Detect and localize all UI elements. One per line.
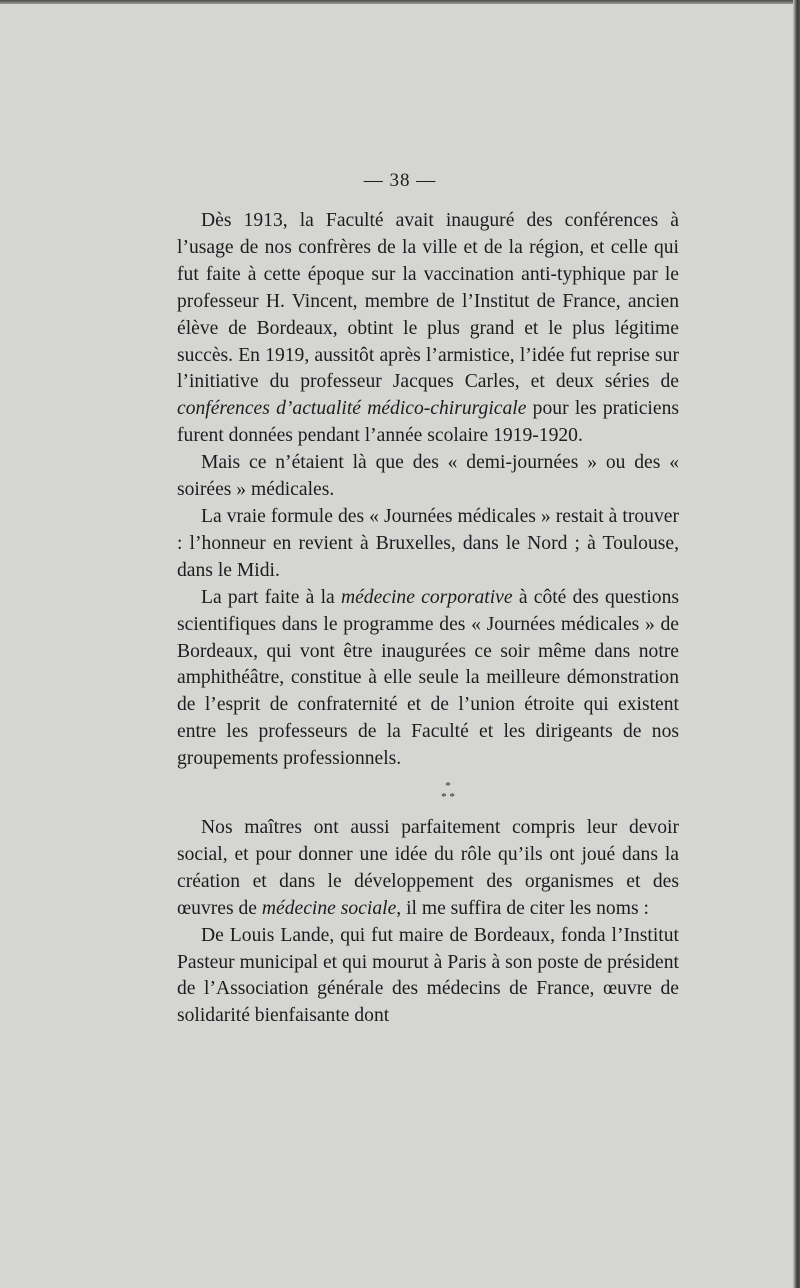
text-segment-italic: médecine sociale (261, 897, 397, 919)
text-segment-italic: conférences d’actualité médico-chirurgicale (177, 398, 527, 420)
text-segment-italic: médecine corporative (340, 586, 513, 608)
text-segment: La vraie formule des « Journées médicales » restait à trouver : l’honneur en revient à Bruxelles, dans le Nord ; à Toulouse, dans le Midi. (177, 505, 679, 581)
asterism-top: * (445, 780, 451, 793)
text-segment: Mais ce n’étaient là que des « demi-journées » ou des « soirées » médicales. (177, 452, 679, 501)
asterism-separator (217, 781, 679, 803)
text-segment: pour les praticiens furent données pendant l’année scolaire 1919-1920. (177, 398, 679, 447)
paragraph-3 (177, 504, 679, 585)
text-segment: Nos maîtres ont aussi parfaitement compris leur devoir social, et pour donner une idée du rôle qu’ils ont joué dans la création et dans le développement des organismes et des œuvres de (177, 817, 679, 919)
paragraph-1 (177, 208, 679, 450)
text-segment: De Louis Lande, qui fut maire de Bordeaux, fonda l’Institut Pasteur municipal et qui mourut à Paris à son poste de président de l’Association générale des médecins de France, œuvre de solidarité bienfaisante dont (177, 924, 679, 1027)
text-segment: , il me suffira de citer les noms : (396, 897, 649, 919)
text-segment: La part faite à la (201, 586, 341, 608)
paragraph-6 (177, 923, 679, 1031)
asterism-bottom: * * (441, 791, 455, 804)
paragraph-5 (177, 815, 679, 923)
body-text (177, 208, 679, 1030)
paragraph-4 (177, 585, 679, 773)
text-segment: à côté des questions scientifiques dans le programme des « Journées médicales » de Bordeaux, qui vont être inaugurées ce soir même dans notre amphithéâtre, constitue à elle seule la meilleure démonstration de l’esprit de confraternité et de l’union étroite qui existent entre les professeurs de la Faculté et les dirigeants de nos groupements professionnels. (177, 586, 679, 770)
page-number: — 38 — (363, 170, 437, 191)
paragraph-2 (177, 450, 679, 504)
text-segment: Dès 1913, la Faculté avait inauguré des conférences à l’usage de nos confrères de la ville et de la région, et celle qui fut faite à cette époque sur la vaccination anti-typhique par le professeur H. Vincent, membre de l’Institut de France, ancien élève de Bordeaux, obtint le plus grand et le plus légitime succès. En 1919, aussitôt après l’armistice, l’idée fut reprise sur l’initiative du professeur Jacques Carles, et deux séries de (177, 210, 679, 393)
